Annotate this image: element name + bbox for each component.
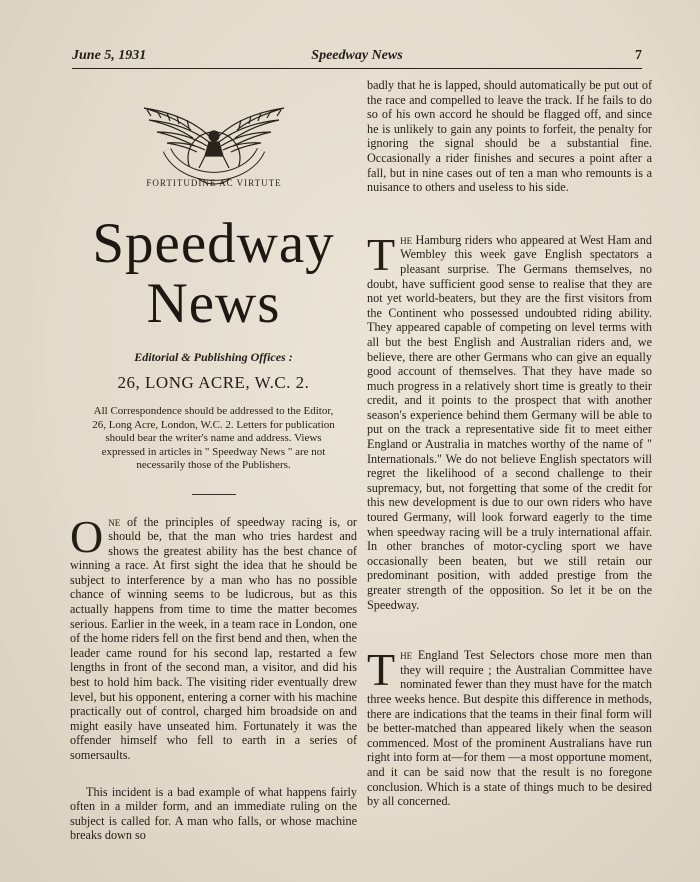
header-rule [72,68,642,69]
article3-dropcap: T [367,644,396,696]
article1-lead: ne [108,514,121,529]
issue-date: June 5, 1931 [72,48,147,63]
left-column [70,78,357,843]
page-header [72,48,642,68]
correspondence-note: All Correspondence should be addressed to the Editor, 26, Long Acre, London, W.C. 2. Letters for publication should bear the writer's name and address. Views expressed in articles in " Speedway News " are not necessarily those of the Publishers. [92,405,335,471]
winged-wheel-logo-icon [139,90,289,200]
article1-paragraph2: This incident is a bad example of what happens fairly often in a milder form, and an immediate ruling on the subject is called for. A man who falls, or whose machine breaks down so [70,784,357,843]
right-column [367,78,652,809]
article1-paragraph1 [70,510,357,763]
article2-paragraph [367,228,652,612]
masthead-line-2: News [146,272,281,335]
masthead-title [70,214,357,334]
article2-body: Hamburg riders who appeared at West Ham and Wembley this week gave English spectators a pleasant surprise. The Germans themselves, no doubt, have sufficient good sense to realise that they are not yet world-beaters, but they are the first visitors from the Continent who possessed undoubted riding ability. They appeared capable of competing on level terms with all but the best English and Australian riders and, we believe, there are other Germans who can give an equally good account of themselves. That they have made so much progress in a relatively short time is greatly to their credit, and it points to the prospect that with another season's experience behind them Germany will be able to put on the track a representative side fit to meet either England or Australia in matches worthy of the name of " Internationals." We do not believe English spectators will regret the likelihood of a second challenge to their supremacy, but, not forgetting that some of the credit for this new development is due to our own riders who have toured Germany, will look forward eagerly to the time when speedway racing will be a truly international affair. In other branches of motor-cycling sport we have occasionally been beaten, but we still retain our predominant position, with added prestige from the greater strength of the opposition. So let it be on the Speedway. [367,232,652,612]
offices-label: Editorial & Publishing Offices : [134,350,293,364]
article1-continuation: badly that he is lapped, should automatically be put out of the race and compelled to leave the track. If he fails to do so of his own accord he should be flagged off, and since he is unlikely to gain any points to forfeit, the penalty for ignoring the signal should be a substantial fine. Occasionally a rider finishes and secures a point after a fall, but in nine cases out of ten a man who remounts is a nuisance to others and useless to his side. [367,78,652,195]
masthead-line-1: Speedway [92,212,335,275]
article1-dropcap: O [70,510,104,562]
article2-dropcap: T [367,228,396,280]
office-address: 26, LONG ACRE, W.C. 2. [117,373,310,392]
article3-body: England Test Selectors chose more men than they will require ; the Australian Committee have nominated fewer than they must have for the match three weeks hence. But despite this difference in methods, there are indications that the teams in their final form will be better-matched than appeared likely when the season commenced. Most of the prominent Australians have run right into form at—for them —a most opportune moment, and it can be said now that the result is no foregone conclusion. Which is a state of things much to be desired by all concerned. [367,648,652,809]
logo-motto: FORTITUDINE AC VIRTUTE [145,178,282,188]
section-divider [192,494,236,495]
publication-name: Speedway News [311,48,403,63]
article3-paragraph [367,644,652,809]
page-number: 7 [635,48,642,63]
article1-body: of the principles of speedway racing is, or should be, that the man who tries hardest and shows the greatest ability has the best chance of winning a race. At first sight the idea that he should be subject to interference by a man who has no possible chance of winning seems to be ludicrous, but as this actually happens from time to time the matter becomes serious. Earlier in the week, in a team race in London, one of the home riders fell on the first bend and then, when the leader came round for his second lap, restarted a few lengths in front of the second man, a visitor, and did his best to hold him back. The visiting rider eventually drew level, but his opponent, entering a corner with his machine practically out of control, charged him broadside on and might easily have unseated him. Fortunately it was the offender himself who fell to earth in a series of somersaults. [70,514,357,762]
article2-lead: he [400,232,413,247]
article3-lead: he [400,648,413,663]
